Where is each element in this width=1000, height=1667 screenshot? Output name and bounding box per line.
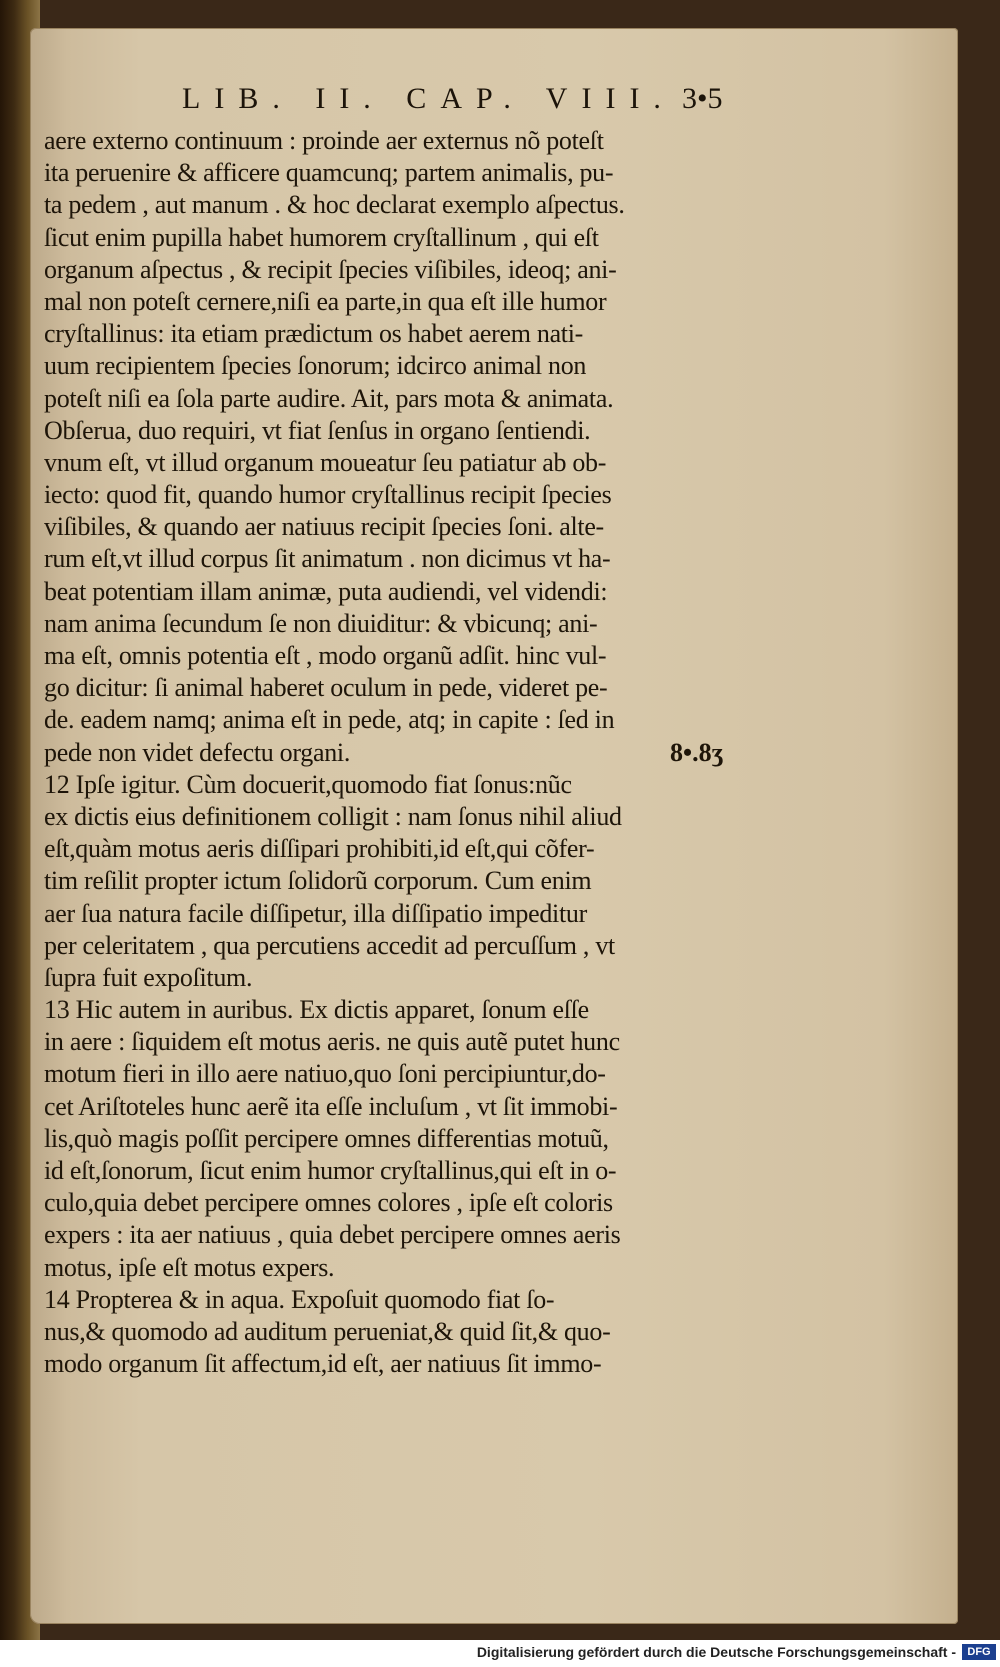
text-line: mal non poteſt cernere,niſi ea parte,in qua eſt ille humor bbox=[44, 286, 607, 316]
text-block bbox=[44, 125, 704, 1380]
text-line: culo,quia debet percipere omnes colores , ipſe eſt coloris bbox=[44, 1188, 613, 1218]
text-line: in aere : ſiquidem eſt motus aeris. ne quis autẽ putet hunc bbox=[44, 1027, 620, 1057]
text-line: ita peruenire & afficere quamcunq; partem animalis, pu- bbox=[44, 158, 614, 188]
text-line: ma eſt, omnis potentia eſt , modo organũ adſit. hinc vul- bbox=[44, 641, 607, 670]
text-line: nam anima ſecundum ſe non diuiditur: & vbicunq; ani- bbox=[44, 608, 598, 638]
text-line: eſt,quàm motus aeris diſſipari prohibiti,id eſt,qui cõfer- bbox=[44, 834, 595, 864]
text-line: poteſt niſi ea ſola parte audire. Ait, pars mota & animata. bbox=[44, 383, 614, 413]
text-line: rum eſt,vt illud corpus ſit animatum . non dicimus vt ha- bbox=[44, 544, 611, 574]
text-line: modo organum ſit affectum,id eſt, aer natiuus ſit immo- bbox=[44, 1349, 602, 1379]
funding-credit: Digitalisierung gefördert durch die Deutsche Forschungsgemeinschaft - bbox=[476, 1644, 956, 1660]
text-line: viſibiles, & quando aer natiuus recipit ſpecies ſoni. alte- bbox=[44, 512, 604, 542]
text-line: organum aſpectus , & recipit ſpecies viſibiles, ideoq; ani- bbox=[44, 254, 617, 284]
text-line: lis,quò magis poſſit percipere omnes differentias motuũ, bbox=[44, 1123, 609, 1153]
text-line: id eſt,ſonorum, ſicut enim humor cryſtallinus,qui eſt in o- bbox=[44, 1156, 617, 1185]
text-line: uum recipientem ſpecies ſonorum; idcirco animal non bbox=[44, 351, 587, 381]
dfg-logo: DFG bbox=[962, 1644, 996, 1660]
book-page bbox=[30, 28, 958, 1624]
text-line: beat potentiam illam animæ, puta audiendi, vel videndi: bbox=[44, 576, 608, 606]
text-line: 14 Propterea & in aqua. Expoſuit quomodo fiat ſo- bbox=[44, 1284, 555, 1314]
text-line: aere externo continuum : proinde aer externus nõ poteſt bbox=[44, 126, 604, 155]
text-line: de. eadem namq; anima eſt in pede, atq; in capite : ſed in bbox=[44, 705, 615, 735]
text-line: per celeritatem , qua percutiens accedit ad percuſſum , vt bbox=[44, 930, 615, 960]
text-line: ex dictis eius definitionem colligit : nam ſonus nihil aliud bbox=[44, 801, 622, 831]
text-line: expers : ita aer natiuus , quia debet percipere omnes aeris bbox=[44, 1220, 621, 1250]
text-line: motus, ipſe eſt motus expers. bbox=[44, 1252, 335, 1282]
text-line: vnum eſt, vt illud organum moueatur ſeu patiatur ab ob- bbox=[44, 447, 607, 477]
footer-bar bbox=[0, 1640, 1000, 1667]
page-content bbox=[42, 28, 942, 1624]
text-line: tim reſilit propter ictum ſolidorũ corporum. Cum enim bbox=[44, 866, 592, 896]
text-line: ta pedem , aut manum . & hoc declarat exemplo aſpectus. bbox=[44, 190, 625, 220]
text-line: iecto: quod fit, quando humor cryſtallinus recipit ſpecies bbox=[44, 480, 612, 510]
text-line: motum fieri in illo aere natiuo,quo ſoni percipiuntur,do- bbox=[44, 1059, 606, 1089]
text-line: pede non videt defectu organi. bbox=[44, 737, 351, 767]
text-line: cryſtallinus: ita etiam prædictum os habet aerem nati- bbox=[44, 319, 584, 349]
text-line: aer ſua natura facile diſſipetur, illa diſſipatio impeditur bbox=[44, 898, 587, 928]
text-line: cet Ariſtoteles hunc aerẽ ita eſſe incluſum , vt ſit immobi- bbox=[44, 1091, 618, 1121]
text-line: go dicitur: ſi animal haberet oculum in pede, videret pe- bbox=[44, 673, 608, 703]
running-title: LIB. II. CAP. VIII. bbox=[182, 82, 675, 115]
text-line: 13 Hic autem in auribus. Ex dictis apparet, ſonum eſſe bbox=[44, 995, 589, 1025]
text-line: Obſerua, duo requiri, vt fiat ſenſus in organo ſentiendi. bbox=[44, 415, 591, 445]
text-line: ſupra fuit expoſitum. bbox=[44, 962, 253, 992]
page-number: 3•5 bbox=[682, 82, 723, 115]
text-line: 12 Ipſe igitur. Cùm docuerit,quomodo fiat ſonus:nũc bbox=[44, 769, 572, 799]
text-line: ſicut enim pupilla habet humorem cryſtallinum , qui eſt bbox=[44, 222, 599, 252]
margin-note: 8•.8ʒ bbox=[670, 738, 724, 767]
text-line: nus,& quomodo ad auditum perueniat,& quid ſit,& quo- bbox=[44, 1316, 611, 1346]
